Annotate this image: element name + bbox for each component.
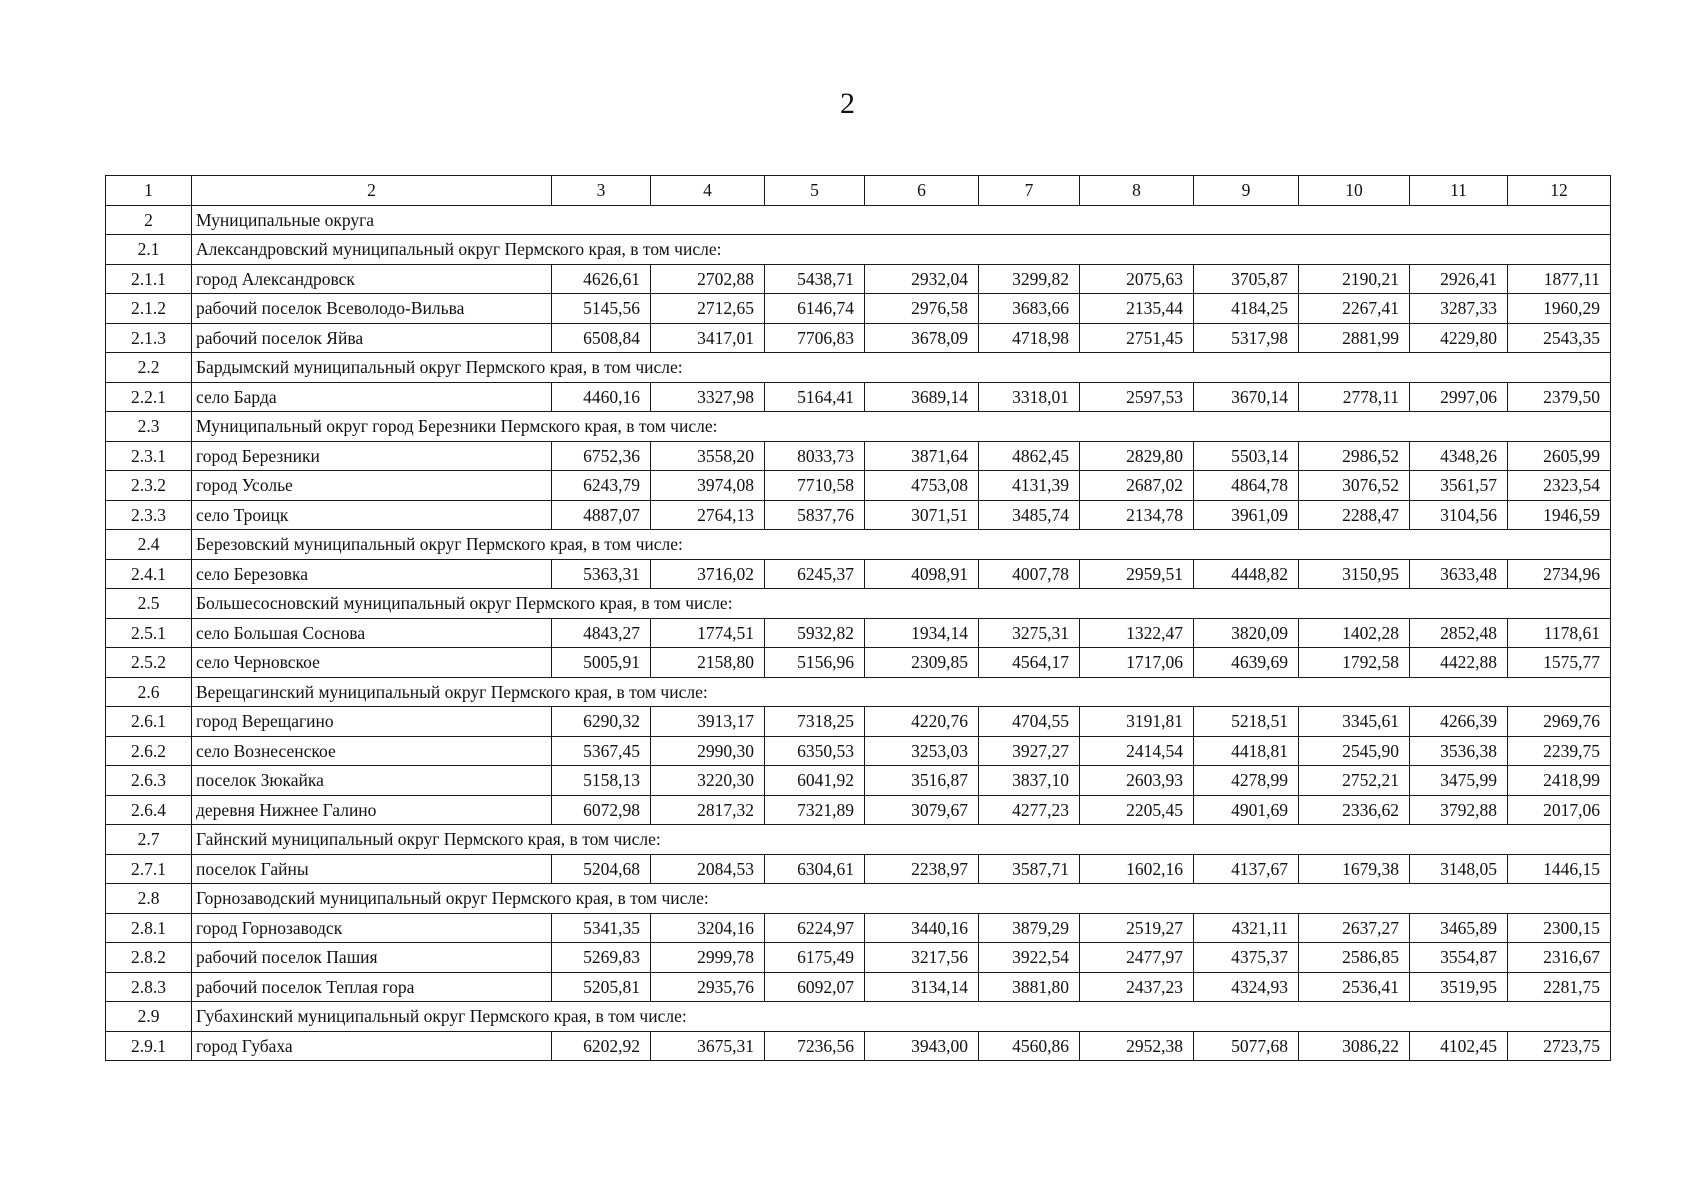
value-cell: 6072,98	[552, 795, 651, 825]
value-cell: 2288,47	[1299, 500, 1410, 530]
value-cell: 3689,14	[865, 382, 979, 412]
value-cell: 3275,31	[979, 618, 1080, 648]
value-cell: 6304,61	[765, 854, 865, 884]
value-cell: 2323,54	[1508, 471, 1611, 501]
value-cell: 3675,31	[651, 1031, 765, 1061]
table-row	[106, 648, 1611, 678]
row-number: 2.4	[106, 530, 192, 560]
value-cell: 2281,75	[1508, 972, 1611, 1002]
value-cell: 2702,88	[651, 264, 765, 294]
page-number: 2	[840, 87, 855, 120]
value-cell: 4718,98	[979, 323, 1080, 353]
value-cell: 2017,06	[1508, 795, 1611, 825]
row-number: 2.3.1	[106, 441, 192, 471]
value-cell: 6224,97	[765, 913, 865, 943]
value-cell: 7318,25	[765, 707, 865, 737]
value-cell: 4862,45	[979, 441, 1080, 471]
settlement-name: город Александровск	[192, 264, 552, 294]
row-number: 2.5.1	[106, 618, 192, 648]
value-cell: 2084,53	[651, 854, 765, 884]
section-row	[106, 677, 1611, 707]
column-header: 11	[1410, 176, 1508, 206]
value-cell: 4220,76	[865, 707, 979, 737]
value-cell: 3516,87	[865, 766, 979, 796]
value-cell: 3792,88	[1410, 795, 1508, 825]
value-cell: 2778,11	[1299, 382, 1410, 412]
value-cell: 2336,62	[1299, 795, 1410, 825]
value-cell: 3191,81	[1080, 707, 1194, 737]
value-cell: 5204,68	[552, 854, 651, 884]
tariff-table	[105, 175, 1611, 1061]
row-number: 2.6.2	[106, 736, 192, 766]
value-cell: 2519,27	[1080, 913, 1194, 943]
settlement-name: село Вознесенское	[192, 736, 552, 766]
value-cell: 2603,93	[1080, 766, 1194, 796]
table-row	[106, 294, 1611, 324]
section-title: Верещагинский муниципальный округ Пермского края, в том числе:	[192, 677, 1611, 707]
settlement-name: рабочий поселок Всеволодо-Вильва	[192, 294, 552, 324]
column-header: 2	[192, 176, 552, 206]
value-cell: 3922,54	[979, 943, 1080, 973]
value-cell: 6175,49	[765, 943, 865, 973]
section-title: Большесосновский муниципальный округ Пермского края, в том числе:	[192, 589, 1611, 619]
value-cell: 2418,99	[1508, 766, 1611, 796]
value-cell: 3287,33	[1410, 294, 1508, 324]
value-cell: 1446,15	[1508, 854, 1611, 884]
value-cell: 1934,14	[865, 618, 979, 648]
column-header: 3	[552, 176, 651, 206]
table-row	[106, 500, 1611, 530]
value-cell: 3440,16	[865, 913, 979, 943]
value-cell: 3220,30	[651, 766, 765, 796]
row-number: 2.6	[106, 677, 192, 707]
value-cell: 3071,51	[865, 500, 979, 530]
value-cell: 6508,84	[552, 323, 651, 353]
value-cell: 2267,41	[1299, 294, 1410, 324]
value-cell: 2817,32	[651, 795, 765, 825]
value-cell: 3150,95	[1299, 559, 1410, 589]
value-cell: 2379,50	[1508, 382, 1611, 412]
section-row	[106, 530, 1611, 560]
section-title: Александровский муниципальный округ Пермского края, в том числе:	[192, 235, 1611, 265]
value-cell: 1679,38	[1299, 854, 1410, 884]
value-cell: 1602,16	[1080, 854, 1194, 884]
column-header: 4	[651, 176, 765, 206]
section-row	[106, 412, 1611, 442]
value-cell: 1178,61	[1508, 618, 1611, 648]
value-cell: 5837,76	[765, 500, 865, 530]
value-cell: 3417,01	[651, 323, 765, 353]
value-cell: 2477,97	[1080, 943, 1194, 973]
value-cell: 3820,09	[1194, 618, 1299, 648]
value-cell: 7706,83	[765, 323, 865, 353]
row-number: 2.5	[106, 589, 192, 619]
value-cell: 3148,05	[1410, 854, 1508, 884]
row-number: 2.6.3	[106, 766, 192, 796]
value-cell: 4418,81	[1194, 736, 1299, 766]
value-cell: 3345,61	[1299, 707, 1410, 737]
row-number: 2.7.1	[106, 854, 192, 884]
table-row	[106, 382, 1611, 412]
value-cell: 3465,89	[1410, 913, 1508, 943]
value-cell: 4564,17	[979, 648, 1080, 678]
value-cell: 2976,58	[865, 294, 979, 324]
value-cell: 2852,48	[1410, 618, 1508, 648]
table-row	[106, 323, 1611, 353]
value-cell: 4448,82	[1194, 559, 1299, 589]
settlement-name: поселок Гайны	[192, 854, 552, 884]
column-header: 12	[1508, 176, 1611, 206]
value-cell: 2952,38	[1080, 1031, 1194, 1061]
value-cell: 7236,56	[765, 1031, 865, 1061]
value-cell: 3913,17	[651, 707, 765, 737]
value-cell: 2205,45	[1080, 795, 1194, 825]
value-cell: 3076,52	[1299, 471, 1410, 501]
value-cell: 2764,13	[651, 500, 765, 530]
section-title: Бардымский муниципальный округ Пермского края, в том числе:	[192, 353, 1611, 383]
value-cell: 4098,91	[865, 559, 979, 589]
settlement-name: село Березовка	[192, 559, 552, 589]
value-cell: 6350,53	[765, 736, 865, 766]
section-title: Муниципальный округ город Березники Пермского края, в том числе:	[192, 412, 1611, 442]
value-cell: 4843,27	[552, 618, 651, 648]
column-header: 8	[1080, 176, 1194, 206]
table-row	[106, 972, 1611, 1002]
value-cell: 4131,39	[979, 471, 1080, 501]
value-cell: 3217,56	[865, 943, 979, 973]
value-cell: 2990,30	[651, 736, 765, 766]
value-cell: 3943,00	[865, 1031, 979, 1061]
value-cell: 3879,29	[979, 913, 1080, 943]
row-number: 2.6.1	[106, 707, 192, 737]
value-cell: 2543,35	[1508, 323, 1611, 353]
value-cell: 4422,88	[1410, 648, 1508, 678]
value-cell: 1877,11	[1508, 264, 1611, 294]
value-cell: 2545,90	[1299, 736, 1410, 766]
settlement-name: поселок Зюкайка	[192, 766, 552, 796]
value-cell: 4901,69	[1194, 795, 1299, 825]
settlement-name: село Большая Соснова	[192, 618, 552, 648]
value-cell: 2605,99	[1508, 441, 1611, 471]
value-cell: 2239,75	[1508, 736, 1611, 766]
table-row	[106, 1031, 1611, 1061]
value-cell: 2309,85	[865, 648, 979, 678]
value-cell: 3678,09	[865, 323, 979, 353]
column-header: 7	[979, 176, 1080, 206]
value-cell: 3079,67	[865, 795, 979, 825]
value-cell: 4460,16	[552, 382, 651, 412]
row-number: 2.7	[106, 825, 192, 855]
value-cell: 5145,56	[552, 294, 651, 324]
settlement-name: город Горнозаводск	[192, 913, 552, 943]
row-number: 2.1	[106, 235, 192, 265]
value-cell: 2586,85	[1299, 943, 1410, 973]
section-row	[106, 589, 1611, 619]
value-cell: 4184,25	[1194, 294, 1299, 324]
value-cell: 6092,07	[765, 972, 865, 1002]
row-number: 2.9.1	[106, 1031, 192, 1061]
row-number: 2.8.2	[106, 943, 192, 973]
value-cell: 4626,61	[552, 264, 651, 294]
settlement-name: село Черновское	[192, 648, 552, 678]
value-cell: 5156,96	[765, 648, 865, 678]
value-cell: 5503,14	[1194, 441, 1299, 471]
value-cell: 3519,95	[1410, 972, 1508, 1002]
value-cell: 4375,37	[1194, 943, 1299, 973]
table-row	[106, 736, 1611, 766]
value-cell: 2597,53	[1080, 382, 1194, 412]
value-cell: 3558,20	[651, 441, 765, 471]
value-cell: 1792,58	[1299, 648, 1410, 678]
value-cell: 3134,14	[865, 972, 979, 1002]
value-cell: 2437,23	[1080, 972, 1194, 1002]
value-cell: 2881,99	[1299, 323, 1410, 353]
value-cell: 2190,21	[1299, 264, 1410, 294]
value-cell: 2986,52	[1299, 441, 1410, 471]
value-cell: 3536,38	[1410, 736, 1508, 766]
section-row	[106, 235, 1611, 265]
value-cell: 5317,98	[1194, 323, 1299, 353]
row-number: 2.6.4	[106, 795, 192, 825]
value-cell: 4229,80	[1410, 323, 1508, 353]
value-cell: 1575,77	[1508, 648, 1611, 678]
value-cell: 3871,64	[865, 441, 979, 471]
section-row	[106, 1002, 1611, 1032]
value-cell: 2300,15	[1508, 913, 1611, 943]
settlement-name: рабочий поселок Теплая гора	[192, 972, 552, 1002]
value-cell: 2969,76	[1508, 707, 1611, 737]
value-cell: 2926,41	[1410, 264, 1508, 294]
value-cell: 4704,55	[979, 707, 1080, 737]
value-cell: 2935,76	[651, 972, 765, 1002]
value-cell: 4277,23	[979, 795, 1080, 825]
value-cell: 6290,32	[552, 707, 651, 737]
value-cell: 2536,41	[1299, 972, 1410, 1002]
table-row	[106, 943, 1611, 973]
value-cell: 3705,87	[1194, 264, 1299, 294]
value-cell: 3670,14	[1194, 382, 1299, 412]
value-cell: 1946,59	[1508, 500, 1611, 530]
value-cell: 3554,87	[1410, 943, 1508, 973]
value-cell: 3253,03	[865, 736, 979, 766]
value-cell: 3837,10	[979, 766, 1080, 796]
value-cell: 5005,91	[552, 648, 651, 678]
value-cell: 3485,74	[979, 500, 1080, 530]
value-cell: 4753,08	[865, 471, 979, 501]
value-cell: 2999,78	[651, 943, 765, 973]
row-number: 2.1.1	[106, 264, 192, 294]
value-cell: 2997,06	[1410, 382, 1508, 412]
value-cell: 4887,07	[552, 500, 651, 530]
column-header: 6	[865, 176, 979, 206]
value-cell: 3683,66	[979, 294, 1080, 324]
settlement-name: город Губаха	[192, 1031, 552, 1061]
table-row	[106, 441, 1611, 471]
value-cell: 2723,75	[1508, 1031, 1611, 1061]
value-cell: 3961,09	[1194, 500, 1299, 530]
value-cell: 2238,97	[865, 854, 979, 884]
value-cell: 2712,65	[651, 294, 765, 324]
section-title: Губахинский муниципальный округ Пермского края, в том числе:	[192, 1002, 1611, 1032]
value-cell: 2134,78	[1080, 500, 1194, 530]
value-cell: 3974,08	[651, 471, 765, 501]
settlement-name: село Троицк	[192, 500, 552, 530]
value-cell: 1402,28	[1299, 618, 1410, 648]
settlement-name: рабочий поселок Пашия	[192, 943, 552, 973]
value-cell: 8033,73	[765, 441, 865, 471]
settlement-name: город Березники	[192, 441, 552, 471]
value-cell: 4348,26	[1410, 441, 1508, 471]
value-cell: 4137,67	[1194, 854, 1299, 884]
value-cell: 4324,93	[1194, 972, 1299, 1002]
value-cell: 2751,45	[1080, 323, 1194, 353]
value-cell: 1960,29	[1508, 294, 1611, 324]
value-cell: 3475,99	[1410, 766, 1508, 796]
row-number: 2.8	[106, 884, 192, 914]
column-header: 5	[765, 176, 865, 206]
value-cell: 1717,06	[1080, 648, 1194, 678]
table-body	[106, 176, 1611, 1061]
value-cell: 5341,35	[552, 913, 651, 943]
table-row	[106, 766, 1611, 796]
value-cell: 3204,16	[651, 913, 765, 943]
value-cell: 2734,96	[1508, 559, 1611, 589]
value-cell: 3327,98	[651, 382, 765, 412]
value-cell: 7321,89	[765, 795, 865, 825]
row-number: 2.2	[106, 353, 192, 383]
section-title: Горнозаводский муниципальный округ Пермского края, в том числе:	[192, 884, 1611, 914]
value-cell: 5363,31	[552, 559, 651, 589]
value-cell: 2959,51	[1080, 559, 1194, 589]
settlement-name: село Барда	[192, 382, 552, 412]
value-cell: 2316,67	[1508, 943, 1611, 973]
row-number: 2.8.1	[106, 913, 192, 943]
settlement-name: рабочий поселок Яйва	[192, 323, 552, 353]
header-row	[106, 176, 1611, 206]
settlement-name: деревня Нижнее Галино	[192, 795, 552, 825]
table-row	[106, 913, 1611, 943]
value-cell: 6202,92	[552, 1031, 651, 1061]
row-number: 2.3	[106, 412, 192, 442]
value-cell: 4639,69	[1194, 648, 1299, 678]
table-row	[106, 795, 1611, 825]
value-cell: 3633,48	[1410, 559, 1508, 589]
table-row	[106, 471, 1611, 501]
value-cell: 6146,74	[765, 294, 865, 324]
value-cell: 2135,44	[1080, 294, 1194, 324]
value-cell: 5205,81	[552, 972, 651, 1002]
value-cell: 2829,80	[1080, 441, 1194, 471]
section-title: Березовский муниципальный округ Пермского края, в том числе:	[192, 530, 1611, 560]
value-cell: 5438,71	[765, 264, 865, 294]
row-number: 2.3.3	[106, 500, 192, 530]
table-row	[106, 618, 1611, 648]
value-cell: 2637,27	[1299, 913, 1410, 943]
value-cell: 4321,11	[1194, 913, 1299, 943]
value-cell: 4278,99	[1194, 766, 1299, 796]
value-cell: 3299,82	[979, 264, 1080, 294]
value-cell: 5269,83	[552, 943, 651, 973]
row-number: 2.1.3	[106, 323, 192, 353]
value-cell: 4266,39	[1410, 707, 1508, 737]
row-number: 2	[106, 205, 192, 235]
value-cell: 5218,51	[1194, 707, 1299, 737]
row-number: 2.8.3	[106, 972, 192, 1002]
value-cell: 4560,86	[979, 1031, 1080, 1061]
column-header: 1	[106, 176, 192, 206]
section-row	[106, 825, 1611, 855]
value-cell: 3104,56	[1410, 500, 1508, 530]
section-row	[106, 353, 1611, 383]
value-cell: 3927,27	[979, 736, 1080, 766]
table-row	[106, 707, 1611, 737]
table-row	[106, 264, 1611, 294]
value-cell: 2932,04	[865, 264, 979, 294]
table-row	[106, 854, 1611, 884]
value-cell: 6752,36	[552, 441, 651, 471]
section-title: Гайнский муниципальный округ Пермского края, в том числе:	[192, 825, 1611, 855]
value-cell: 6243,79	[552, 471, 651, 501]
value-cell: 4102,45	[1410, 1031, 1508, 1061]
section-row	[106, 884, 1611, 914]
value-cell: 4864,78	[1194, 471, 1299, 501]
row-number: 2.3.2	[106, 471, 192, 501]
value-cell: 7710,58	[765, 471, 865, 501]
value-cell: 3318,01	[979, 382, 1080, 412]
value-cell: 1322,47	[1080, 618, 1194, 648]
value-cell: 1774,51	[651, 618, 765, 648]
value-cell: 3587,71	[979, 854, 1080, 884]
column-header: 9	[1194, 176, 1299, 206]
value-cell: 3561,57	[1410, 471, 1508, 501]
table-row	[106, 559, 1611, 589]
settlement-name: город Верещагино	[192, 707, 552, 737]
value-cell: 6245,37	[765, 559, 865, 589]
value-cell: 3086,22	[1299, 1031, 1410, 1061]
value-cell: 2075,63	[1080, 264, 1194, 294]
row-number: 2.4.1	[106, 559, 192, 589]
value-cell: 5367,45	[552, 736, 651, 766]
value-cell: 6041,92	[765, 766, 865, 796]
row-number: 2.2.1	[106, 382, 192, 412]
value-cell: 2414,54	[1080, 736, 1194, 766]
value-cell: 5164,41	[765, 382, 865, 412]
settlement-name: город Усолье	[192, 471, 552, 501]
row-number: 2.1.2	[106, 294, 192, 324]
value-cell: 3716,02	[651, 559, 765, 589]
value-cell: 2752,21	[1299, 766, 1410, 796]
column-header: 10	[1299, 176, 1410, 206]
row-number: 2.9	[106, 1002, 192, 1032]
value-cell: 4007,78	[979, 559, 1080, 589]
value-cell: 5932,82	[765, 618, 865, 648]
value-cell: 3881,80	[979, 972, 1080, 1002]
section-title: Муниципальные округа	[192, 205, 1611, 235]
value-cell: 5077,68	[1194, 1031, 1299, 1061]
value-cell: 5158,13	[552, 766, 651, 796]
value-cell: 2158,80	[651, 648, 765, 678]
value-cell: 2687,02	[1080, 471, 1194, 501]
section-row	[106, 205, 1611, 235]
row-number: 2.5.2	[106, 648, 192, 678]
